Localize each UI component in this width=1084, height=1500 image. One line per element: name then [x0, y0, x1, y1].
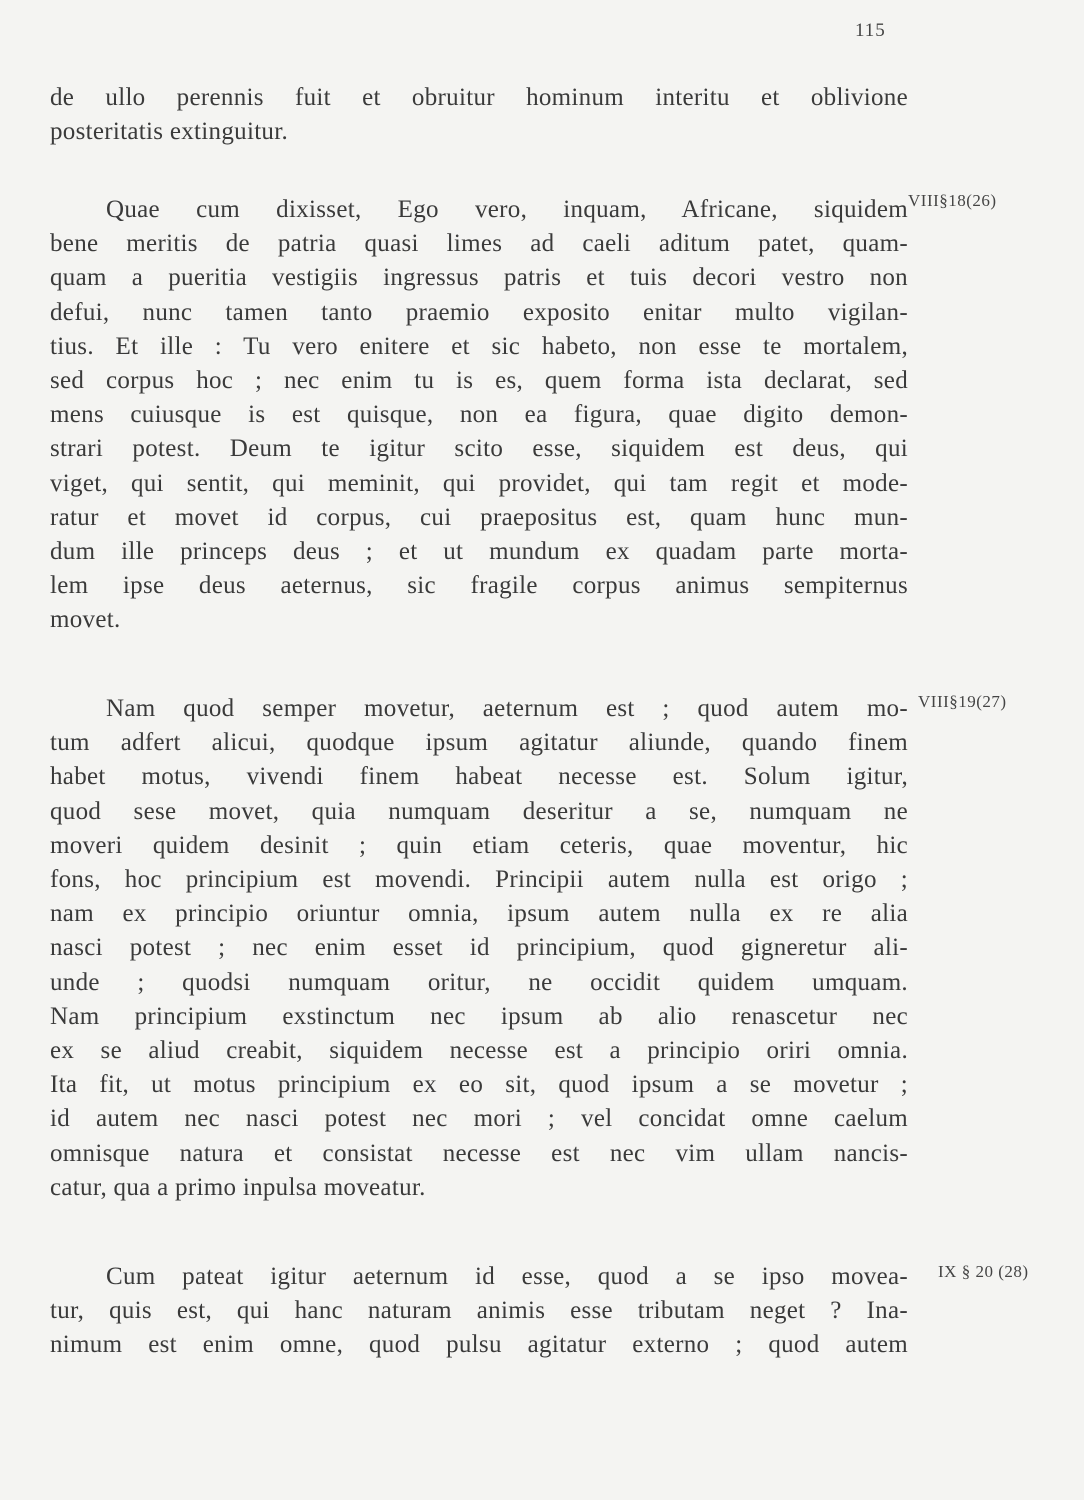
- text-line: id autem nec nasci potest nec mori ; vel concidat omne caelum: [50, 1105, 908, 1133]
- text-line: quam a pueritia vestigiis ingressus patris et tuis decori vestro non: [50, 264, 908, 292]
- text-line: strari potest. Deum te igitur scito esse, siquidem est deus, qui: [50, 435, 908, 463]
- text-line: dum ille princeps deus ; et ut mundum ex quadam parte morta-: [50, 538, 908, 566]
- text-line: Quae cum dixisset, Ego vero, inquam, Africane, siquidem: [106, 196, 908, 223]
- text-line: omnisque natura et consistat necesse est nec vim ullam nancis-: [50, 1139, 908, 1167]
- paragraph-4: [50, 1260, 908, 1363]
- text-line: ratur et movet id corpus, cui praepositus est, quam hunc mun-: [50, 503, 908, 531]
- text-line: Nam principium exstinctum nec ipsum ab alio renascetur nec: [50, 1002, 908, 1030]
- text-line: bene meritis de patria quasi limes ad caeli aditum patet, quam-: [50, 230, 908, 258]
- paragraph-2: [50, 193, 908, 638]
- margin-note: VIII§18(26): [908, 191, 997, 210]
- text-line: movet.: [50, 606, 121, 634]
- text-line: sed corpus hoc ; nec enim tu is es, quem forma ista declarat, sed: [50, 367, 908, 395]
- text-line: nasci potest ; nec enim esset id principium, quod gigneretur ali-: [50, 934, 908, 962]
- margin-note: VIII§19(27): [918, 692, 1007, 711]
- text-line: ex se aliud creabit, siquidem necesse est a principio oriri omnia.: [50, 1037, 908, 1065]
- text-line: defui, nunc tamen tanto praemio exposito enitar multo vigilan-: [50, 298, 908, 326]
- text-line: catur, qua a primo inpulsa moveatur.: [50, 1173, 426, 1201]
- text-line: Nam quod semper movetur, aeternum est ; quod autem mo-: [106, 695, 908, 722]
- text-line: fons, hoc principium est movendi. Principii autem nulla est origo ;: [50, 866, 908, 894]
- text-line: unde ; quodsi numquam oritur, ne occidit quidem umquam.: [50, 968, 908, 996]
- text-line: tum adfert alicui, quodque ipsum agitatur aliunde, quando finem: [50, 729, 908, 757]
- text-line: mens cuiusque is est quisque, non ea figura, quae digito demon-: [50, 401, 908, 429]
- margin-note: IX § 20 (28): [938, 1262, 1029, 1281]
- text-line: nam ex principio oriuntur omnia, ipsum autem nulla ex re alia: [50, 900, 908, 928]
- page-number: 115: [855, 20, 886, 41]
- text-line: Ita fit, ut motus principium ex eo sit, quod ipsum a se movetur ;: [50, 1071, 908, 1099]
- text-line: lem ipse deus aeternus, sic fragile corpus animus sempiternus: [50, 572, 908, 600]
- text-line: posteritatis extinguitur.: [50, 118, 289, 146]
- text-line: Cum pateat igitur aeternum id esse, quod a se ipso movea-: [106, 1263, 908, 1290]
- text-line: tius. Et ille : Tu vero enitere et sic habeto, non esse te mortalem,: [50, 332, 908, 360]
- text-line: de ullo perennis fuit et obruitur hominum interitu et oblivione: [50, 84, 908, 111]
- text-line: nimum est enim omne, quod pulsu agitatur externo ; quod autem: [50, 1331, 908, 1359]
- text-line: habet motus, vivendi finem habeat necesse est. Solum igitur,: [50, 763, 908, 791]
- paragraph-3: [50, 692, 908, 1205]
- text-line: quod sese movet, quia numquam deseritur a se, numquam ne: [50, 797, 908, 825]
- text-line: tur, quis est, qui hanc naturam animis esse tributam neget ? Ina-: [50, 1297, 908, 1325]
- text-line: moveri quidem desinit ; quin etiam ceteris, quae moventur, hic: [50, 831, 908, 859]
- paragraph-1: [50, 81, 908, 149]
- text-line: viget, qui sentit, qui meminit, qui providet, qui tam regit et mode-: [50, 469, 908, 497]
